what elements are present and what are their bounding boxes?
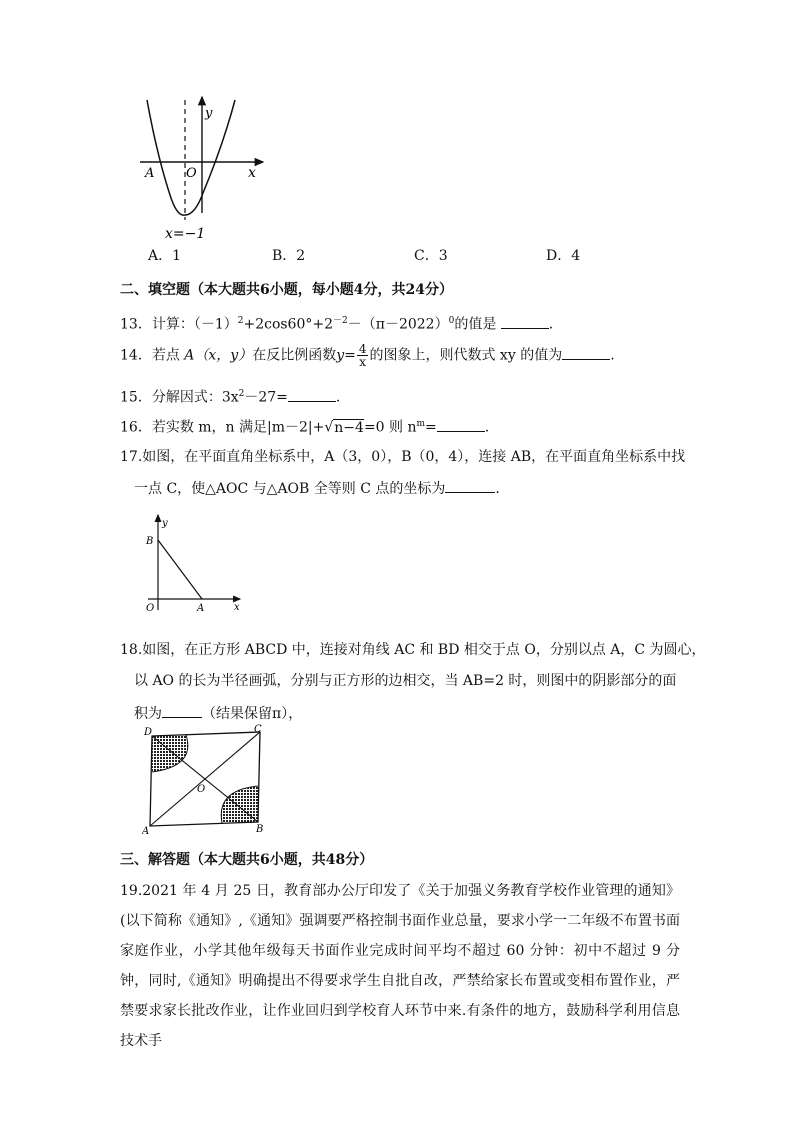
- q15-tail: －27=: [244, 389, 288, 406]
- label-A: A: [145, 166, 155, 181]
- fig17-label-O: O: [146, 603, 155, 614]
- q16-answer-blank[interactable]: [437, 417, 485, 432]
- fig18-label-O: O: [197, 784, 206, 795]
- parabola-figure: [135, 95, 270, 245]
- q14-point: A（x，y）: [179, 347, 253, 364]
- fig18-label-C: C: [254, 724, 262, 735]
- label-y: y: [205, 106, 213, 121]
- q13-mid: +2cos60°+2: [243, 316, 334, 333]
- question-13: [120, 311, 553, 335]
- fig17-label-y: y: [162, 518, 168, 529]
- question-17-line-1: 17.如图，在平面直角坐标系中，A（3，0），B（0，4），连接 AB，在平面直角坐标系中找: [120, 449, 686, 465]
- q14-mid: 在反比例函数: [252, 347, 337, 364]
- q13-exp2: －2: [333, 316, 348, 326]
- q14-tail: 的图象上，则代数式 xy 的值为: [369, 347, 563, 364]
- option-c: C．3: [414, 248, 448, 264]
- q17-answer-blank[interactable]: [445, 478, 495, 493]
- q13-rest: －（π－2022）: [347, 316, 449, 333]
- fig18-label-B: B: [256, 824, 264, 835]
- q14-fraction: $\frac{4}{x}$: [358, 342, 367, 369]
- question-17-line-2: [134, 478, 500, 499]
- q15-exp: 2: [238, 389, 245, 399]
- q13-prefix: 13．计算：（－1）: [120, 316, 238, 333]
- parabola-curve: [147, 100, 235, 215]
- q17-line-2-text: 一点 C，使△AOC 与△AOB 全等则 C 点的坐标为: [134, 481, 446, 497]
- question-18-line-1: 18.如图，在正方形 ABCD 中，连接对角线 AC 和 BD 相交于点 O，分别以点 A，C 为圆心，: [120, 642, 706, 658]
- option-b: B．2: [272, 248, 306, 264]
- q16-exp: m: [416, 419, 426, 429]
- q13-exp3: 0: [448, 316, 455, 326]
- triangle-aob-figure: [140, 513, 250, 615]
- q15-answer-blank[interactable]: [288, 387, 336, 402]
- question-19: 19.2021 年 4 月 25 日，教育部办公厅印发了《关于加强义务教育学校作业管理的通知》(以下简称《通知》,《通知》强调要严格控制书面作业总量，要求小学一二年级不布置书面家庭作业，小学其他年级每天书面作业完成时间平均不超过 60 分钟：初中不超过 9 分钟，同时,《通知》明确提出不得要求学生自批自改，严禁给家长布置或变相布置作业，严禁要求家长批改作业，让作业回归到学校育人环节中来.有条件的地方，鼓励科学利用信息技术手: [120, 883, 680, 1049]
- q13-exp1: 2: [237, 316, 244, 326]
- q16-sqrt: n−4: [334, 419, 364, 436]
- label-x: x: [248, 165, 256, 181]
- segment-ab: [158, 540, 202, 599]
- q14-prefix: 14．若点: [120, 347, 180, 364]
- question-16: 16．若实数 m，n 满足|m－2|+√n−4=0 则 $n^m=$ .: [120, 414, 489, 438]
- q14-end: .: [610, 347, 615, 364]
- question-14: [120, 343, 615, 368]
- diagonal-bd: [152, 736, 258, 822]
- section-3-title: 三、解答题（本大题共6小题，共48分）: [120, 852, 374, 868]
- question-15: [120, 384, 340, 408]
- fig17-label-A: A: [197, 603, 205, 614]
- q16-prefix: 16．若实数 m，n 满足|m－2|+: [120, 419, 325, 436]
- q14-answer-blank[interactable]: [562, 345, 610, 360]
- option-d: D．4: [546, 248, 581, 264]
- q16-end: .: [484, 419, 490, 436]
- q17-end: .: [495, 481, 500, 497]
- fig18-label-A: A: [142, 826, 150, 836]
- label-O: O: [186, 166, 197, 181]
- option-a: A．1: [148, 248, 182, 264]
- section-2-title: 二、填空题（本大题共6小题，每小题4分，共24分）: [120, 282, 453, 298]
- q16-tail: =: [425, 419, 437, 436]
- q13-end: .: [548, 316, 554, 333]
- q18-line-3-prefix: 积为: [134, 706, 162, 722]
- q14-func: y=: [336, 347, 356, 364]
- square-arcs-figure: [142, 724, 272, 836]
- question-18-line-3: [134, 703, 302, 724]
- fig18-label-D: D: [144, 727, 153, 738]
- symmetry-label: x=−1: [165, 226, 206, 242]
- question-18-line-2: 以 AO 的长为半径画弧，分别与正方形的边相交，当 AB=2 时，则图中的阴影部分的面: [134, 673, 677, 689]
- q18-line-3-tail: （结果保留π），: [202, 706, 303, 722]
- fig17-label-B: B: [146, 536, 154, 547]
- q13-tail: 的值是: [454, 316, 501, 333]
- q15-end: .: [335, 389, 341, 406]
- q13-answer-blank[interactable]: [501, 314, 549, 329]
- fig17-label-x: x: [234, 602, 240, 613]
- q16-mid: =0 则 n: [363, 419, 417, 436]
- q18-answer-blank[interactable]: [162, 703, 202, 718]
- q15-prefix: 15．分解因式：3x: [120, 389, 239, 406]
